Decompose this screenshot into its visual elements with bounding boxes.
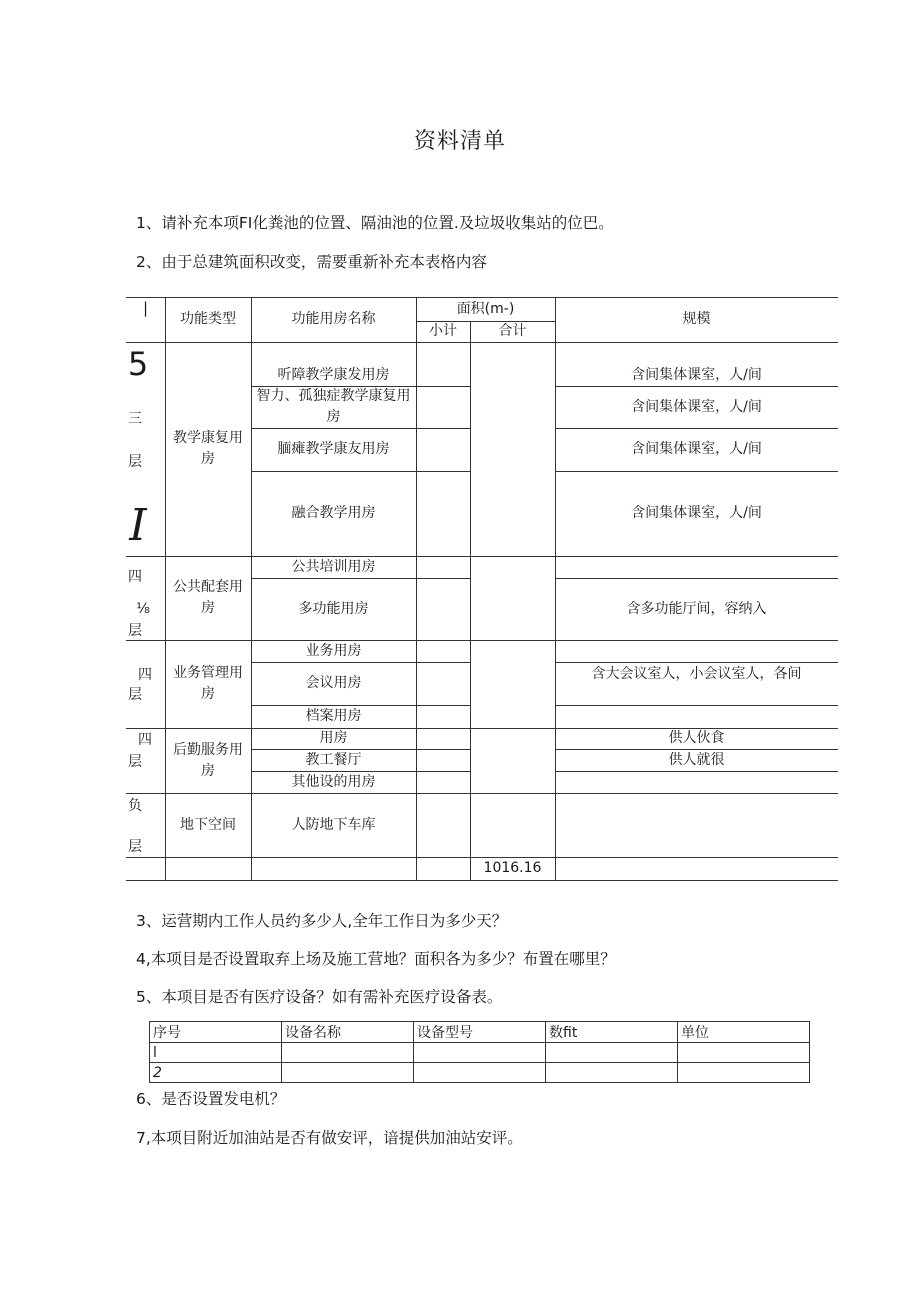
room-cell: 其他设的用房	[291, 773, 376, 790]
floor-label: 5	[127, 344, 149, 383]
scale-cell: 含大会议室人，小会议室人，各间	[591, 665, 802, 682]
equip-header-cell: 序号	[150, 1022, 282, 1043]
room-cell: 腼瘫教学康友用房	[277, 441, 390, 457]
room-cell: 档案用房	[305, 708, 362, 724]
table-row	[150, 1063, 810, 1083]
room-cell: 多功能用房	[298, 600, 369, 617]
equip-header-cell: 数fit	[546, 1022, 678, 1043]
floor-label: ⅛	[136, 600, 150, 617]
area-header: 面积(m-)	[456, 300, 515, 317]
floor-header-mark: |	[142, 298, 149, 317]
floor-label: 层	[128, 622, 142, 639]
type-cell: 业务管理用房	[173, 665, 243, 702]
type-cell: 公共配套用房	[173, 579, 243, 616]
page-title: 资料清单	[413, 129, 506, 154]
room-cell: 教工餐厅	[305, 751, 362, 768]
question-1: 1、请补充本项FI化粪池的位置、隔油池的位置.及垃圾收集站的位巴。	[136, 214, 614, 232]
table-line	[416, 297, 417, 880]
type-cell: 后勤服务用房	[173, 741, 243, 779]
room-cell: 公共培训用房	[291, 558, 376, 575]
floor-label: 四	[138, 731, 152, 748]
equip-header-cell: 单位	[678, 1022, 810, 1043]
room-cell: 用房	[319, 730, 348, 746]
table-row	[150, 1022, 810, 1043]
table-line	[126, 880, 838, 881]
equip-cell	[282, 1063, 414, 1083]
scale-cell: 供人就很	[668, 751, 725, 768]
floor-label: 四	[128, 568, 142, 585]
question-4: 4,本项目是否设置取弃上场及施工营地？面积各为多少？布置在哪里？	[136, 950, 616, 968]
total-value: 1016.16	[483, 860, 542, 876]
floor-label: 三	[128, 410, 142, 427]
room-cell: 会议用房	[305, 675, 362, 691]
room-header: 功能用房名称	[291, 311, 376, 327]
room-cell: 人防地下车库	[291, 816, 376, 833]
table-line	[470, 321, 471, 880]
question-6: 6、是否设置发电机？	[136, 1090, 286, 1108]
floor-label: 四	[138, 666, 152, 683]
equip-cell	[678, 1063, 810, 1083]
equip-cell	[546, 1063, 678, 1083]
question-5: 5、本项目是否有医疗设备？如有需补充医疗设备表。	[136, 988, 503, 1006]
scale-cell: 供人伙食	[668, 730, 725, 746]
equip-cell	[414, 1063, 546, 1083]
type-cell: 教学康复用房	[173, 430, 243, 467]
question-3: 3、运营期内工作人员约多少人,全年工作日为多少天？	[136, 912, 508, 930]
table-row	[150, 1043, 810, 1063]
equip-header-cell: 设备型号	[414, 1022, 546, 1043]
floor-label: I	[129, 499, 147, 551]
floor-label: 负	[128, 797, 142, 814]
scale-cell: 含间集体课室，人/间	[631, 441, 762, 457]
room-cell: 融合教学用房	[291, 505, 376, 521]
question-7: 7,本项目附近加油站是否有做安评，谙提供加油站安评。	[136, 1129, 523, 1147]
equip-cell	[414, 1043, 546, 1063]
equip-cell	[546, 1043, 678, 1063]
equip-header-cell: 设备名称	[282, 1022, 414, 1043]
type-cell: 地下空间	[180, 816, 236, 833]
type-header: 功能类型	[180, 311, 236, 327]
room-cell: 业务用房	[305, 642, 362, 659]
floor-label: 层	[128, 686, 142, 703]
scale-cell: 含间集体课室，人/间	[631, 398, 762, 415]
floor-label: 层	[128, 453, 142, 470]
scale-cell: 含多功能厅间，容纳入	[626, 600, 767, 617]
scale-cell: 含间集体课室，人/间	[631, 505, 762, 521]
equip-cell	[678, 1043, 810, 1063]
floor-label: 层	[128, 838, 142, 855]
equip-cell: 2	[150, 1063, 282, 1083]
table-line	[555, 705, 838, 706]
table-line	[555, 771, 838, 772]
question-2: 2、由于总建筑面积改变，需要重新补充本表格内容	[136, 253, 487, 271]
subtotal-header: 小计	[429, 323, 457, 339]
floor-label: 层	[128, 753, 142, 770]
scale-cell: 含间集体课室，人/间	[631, 366, 762, 383]
scale-header: 规模	[682, 311, 711, 327]
equipment-table	[149, 1021, 810, 1083]
equip-cell	[282, 1043, 414, 1063]
equip-cell: l	[150, 1043, 282, 1063]
room-cell: 听障教学康发用房	[277, 366, 390, 383]
room-cell: 智力、孤独症教学康复用房	[256, 388, 411, 425]
total-header: 合计	[498, 323, 527, 339]
